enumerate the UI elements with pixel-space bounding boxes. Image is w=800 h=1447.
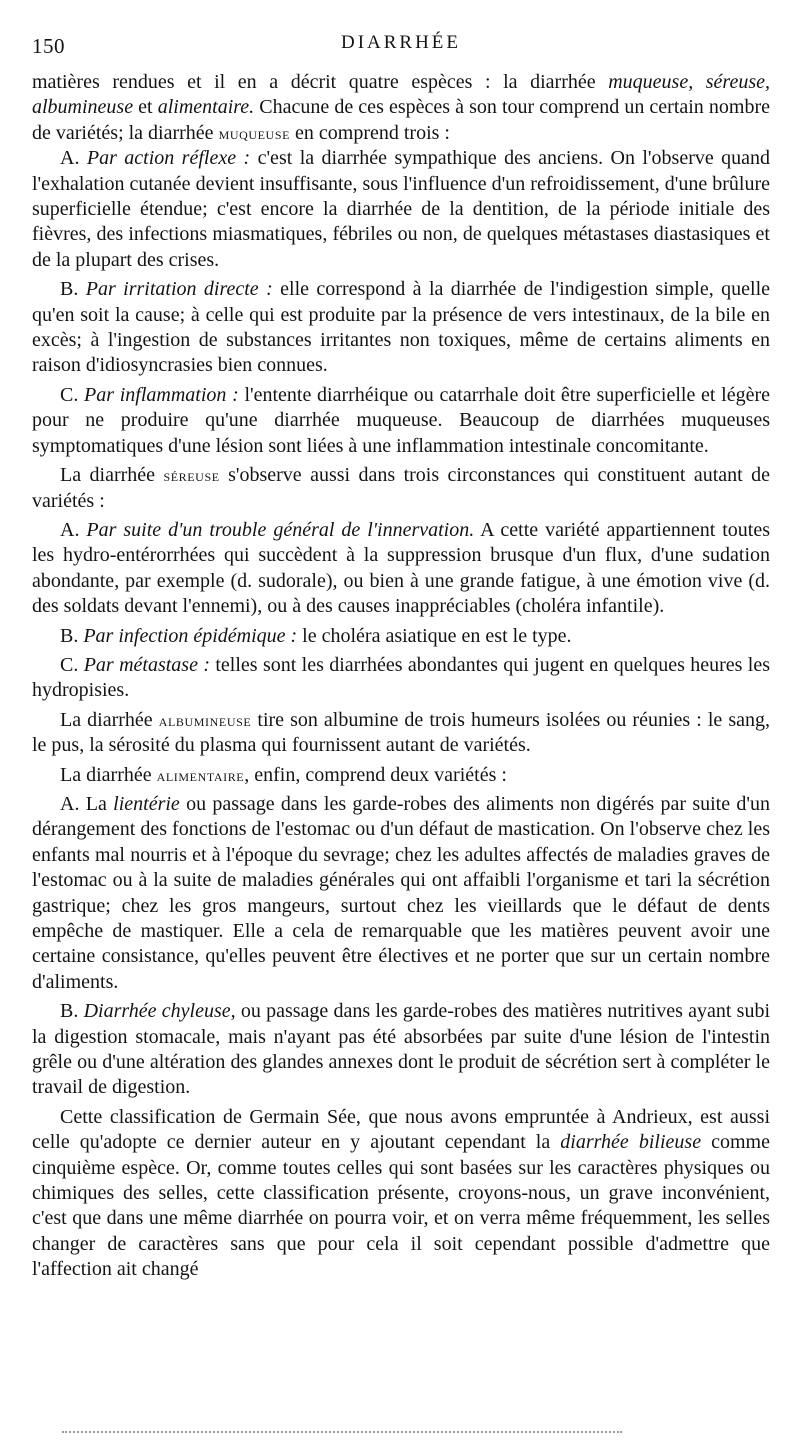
paragraph: B. Par infection épidémique : le choléra asiatique en est le type. [60, 624, 572, 647]
paragraph: A. La lientérie ou passage dans les garde-robes des aliments non digérés par suite d'un dérangement des fonctions de l'estomac ou d'un défaut de mastication. On l'observe chez les enfants mal nourris et à l'époque du sevrage; chez les adultes affectés de maladies graves de l'estomac ou à la suite de maladies générales qui ont affaibli l'organisme et tari la sécrétion gastrique; chez les gros mangeurs, surtout chez les vieillards que le défaut de dents empêche de mastiquer. Elle a cela de remarquable que les matières peuvent avoir une certaine consistance, qu'elles peuvent être électives et ne porter que sur un certain nombre d'aliments. [32, 792, 771, 993]
paragraph: La diarrhée albumineuse tire son albumine de trois humeurs isolées ou réunies : le sang, le pus, la sérosité du plasma qui fournissent autant de variétés. [32, 708, 770, 757]
page [32, 22, 770, 1283]
paragraph: Cette classification de Germain Sée, que nous avons empruntée à Andrieux, est aussi celle qu'adopte ce dernier auteur en y ajoutant cependant la diarrhée bilieuse comme cinquième espèce. Or, comme toutes celles qui sont basées sur les caractères physiques ou chimiques des selles, cette classification présente, croyons-nous, un grave inconvénient, c'est que dans une même diarrhée on pourra voir, et on verra même fréquemment, les selles changer de caractères sans que pour cela il soit cependant possible d'admettre que l'affection ait changé [32, 1105, 770, 1281]
paragraph: La diarrhée alimentaire, enfin, comprend deux variétés : [60, 763, 507, 786]
body-text [32, 70, 770, 1283]
paragraph: C. Par inflammation : l'entente diarrhéique ou catarrhale doit être superficielle et légère pour ne produire qu'une diarrhée muqueuse. Beaucoup de diarrhées muqueuses symptomatiques d'une lésion sont liées à une inflammation intestinale concomitante. [32, 383, 770, 457]
paragraph: A. Par suite d'un trouble général de l'innervation. A cette variété appartiennent toutes les hydro-entérorrhées qui succèdent à la suppression brusque d'un flux, d'une sudation abondante, par exemple (d. sudorale), ou bien à une grande fatigue, à une émotion vive (d. des soldats devant l'ennemi), ou à des causes inappréciables (choléra infantile). [32, 518, 771, 618]
paragraph: La diarrhée séreuse s'observe aussi dans trois circonstances qui constituent autant de variétés : [32, 464, 770, 512]
paragraph: matières rendues et il en a décrit quatre espèces : la diarrhée muqueuse, séreuse, albumineuse et alimentaire. Chacune de ces espèces à son tour comprend un certain nombre de variétés; la diarrhée muqueuse en comprend trois : [32, 71, 771, 144]
paragraph: B. Diarrhée chyleuse, ou passage dans les garde-robes des matières nutritives ayant subi la digestion stomacale, mais n'ayant pas été absorbées par suite d'une lésion de l'intestin grêle ou d'une altération des glandes annexes dont le produit de sécrétion sert à compléter le travail de digestion. [32, 1000, 770, 1099]
page-number: 150 [32, 34, 65, 58]
paragraph: C. Par métastase : telles sont les diarrhées abondantes qui jugent en quelques heures les hydropisies. [32, 653, 770, 702]
paragraph: B. Par irritation directe : elle correspond à la diarrhée de l'indigestion simple, quelle qu'en soit la cause; à celle qui est produite par la présence de vers intestinaux, de la bile en excès; à l'ingestion de substances irritantes non toxiques, même de certains aliments en raison d'idiosyncrasies bien connues. [32, 278, 771, 377]
running-title: DIARRHÉE [340, 32, 462, 53]
paragraph: A. Par action réflexe : c'est la diarrhée sympathique des anciens. On l'observe quand l'exhalation cutanée devient insuffisante, sous l'influence d'un refroidissement, d'une brûlure superficielle étendue; c'est encore la diarrhée de la dentition, de la période initiale des fièvres, des infections miasmatiques, fébriles ou non, de quelques métastases diastasiques et de la plupart des crises. [32, 147, 771, 271]
page-header [32, 22, 770, 70]
footer-rule [62, 1431, 622, 1433]
